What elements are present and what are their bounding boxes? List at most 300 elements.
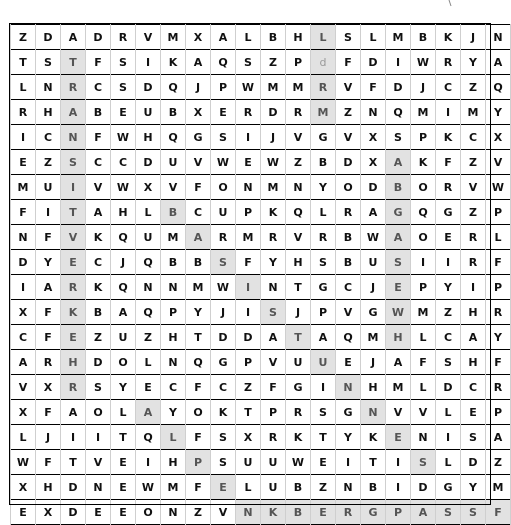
grid-cell[interactable]: X — [186, 100, 211, 125]
grid-cell[interactable]: G — [211, 350, 236, 375]
grid-cell[interactable]: E — [61, 325, 86, 350]
grid-cell[interactable]: E — [111, 100, 136, 125]
grid-cell[interactable]: J — [361, 275, 386, 300]
grid-cell[interactable]: P — [261, 400, 286, 425]
grid-cell[interactable]: Z — [11, 25, 36, 50]
grid-cell[interactable]: W — [261, 150, 286, 175]
grid-cell[interactable]: D — [236, 325, 261, 350]
grid-cell[interactable]: W — [211, 150, 236, 175]
grid-cell[interactable]: P — [186, 450, 211, 475]
grid-cell[interactable]: J — [186, 75, 211, 100]
grid-cell[interactable]: Z — [136, 325, 161, 350]
grid-cell[interactable]: H — [111, 200, 136, 225]
grid-cell[interactable]: F — [36, 400, 61, 425]
grid-cell[interactable]: F — [361, 75, 386, 100]
grid-cell[interactable]: M — [361, 325, 386, 350]
grid-cell[interactable]: X — [186, 25, 211, 50]
grid-cell[interactable]: O — [111, 350, 136, 375]
grid-cell[interactable]: F — [36, 325, 61, 350]
grid-cell[interactable]: R — [261, 425, 286, 450]
grid-cell[interactable]: F — [36, 450, 61, 475]
grid-cell[interactable]: I — [236, 300, 261, 325]
grid-cell[interactable]: X — [11, 475, 36, 500]
grid-cell[interactable]: M — [161, 25, 186, 50]
grid-cell[interactable]: R — [336, 500, 361, 525]
grid-cell[interactable]: T — [361, 450, 386, 475]
grid-cell[interactable]: P — [411, 275, 436, 300]
grid-cell[interactable]: G — [286, 375, 311, 400]
grid-cell[interactable]: L — [311, 200, 336, 225]
grid-cell[interactable]: P — [311, 300, 336, 325]
grid-cell[interactable]: M — [311, 100, 336, 125]
grid-cell[interactable]: Q — [186, 350, 211, 375]
grid-cell[interactable]: J — [411, 75, 436, 100]
grid-cell[interactable]: B — [336, 225, 361, 250]
grid-cell[interactable]: R — [61, 75, 86, 100]
grid-cell[interactable]: I — [236, 275, 261, 300]
grid-cell[interactable]: R — [311, 75, 336, 100]
grid-cell[interactable]: B — [411, 25, 436, 50]
grid-cell[interactable]: Q — [286, 200, 311, 225]
grid-cell[interactable]: U — [161, 150, 186, 175]
grid-cell[interactable]: R — [286, 100, 311, 125]
grid-cell[interactable]: I — [61, 425, 86, 450]
grid-cell[interactable]: E — [336, 350, 361, 375]
grid-cell[interactable]: A — [186, 50, 211, 75]
grid-cell[interactable]: W — [286, 450, 311, 475]
grid-cell[interactable]: B — [386, 175, 411, 200]
grid-cell[interactable]: I — [136, 450, 161, 475]
grid-cell[interactable]: S — [311, 250, 336, 275]
grid-cell[interactable]: R — [336, 200, 361, 225]
grid-cell[interactable]: T — [286, 325, 311, 350]
grid-cell[interactable]: N — [136, 275, 161, 300]
grid-cell[interactable]: E — [11, 500, 36, 525]
grid-cell[interactable]: C — [436, 325, 461, 350]
grid-cell[interactable]: N — [361, 100, 386, 125]
grid-cell[interactable]: Z — [461, 200, 486, 225]
grid-cell[interactable]: C — [211, 375, 236, 400]
grid-cell[interactable]: D — [461, 450, 486, 475]
grid-cell[interactable]: Q — [111, 275, 136, 300]
grid-cell[interactable]: R — [61, 375, 86, 400]
grid-cell[interactable]: M — [236, 225, 261, 250]
grid-cell[interactable]: A — [411, 500, 436, 525]
grid-cell[interactable]: R — [236, 100, 261, 125]
grid-cell[interactable]: Q — [486, 75, 511, 100]
grid-cell[interactable]: W — [361, 225, 386, 250]
grid-cell[interactable]: V — [336, 125, 361, 150]
grid-cell[interactable]: B — [286, 475, 311, 500]
grid-cell[interactable]: M — [411, 100, 436, 125]
grid-cell[interactable]: M — [411, 300, 436, 325]
grid-cell[interactable]: Q — [386, 100, 411, 125]
grid-cell[interactable]: Y — [261, 250, 286, 275]
grid-cell[interactable]: Q — [136, 425, 161, 450]
grid-cell[interactable]: A — [361, 200, 386, 225]
grid-cell[interactable]: F — [486, 500, 511, 525]
grid-cell[interactable]: O — [186, 400, 211, 425]
grid-cell[interactable]: H — [461, 350, 486, 375]
grid-cell[interactable]: O — [336, 175, 361, 200]
grid-cell[interactable]: S — [211, 425, 236, 450]
grid-cell[interactable]: U — [311, 350, 336, 375]
grid-cell[interactable]: W — [386, 300, 411, 325]
grid-cell[interactable]: D — [36, 25, 61, 50]
grid-cell[interactable]: V — [86, 175, 111, 200]
grid-cell[interactable]: I — [86, 425, 111, 450]
grid-cell[interactable]: E — [111, 475, 136, 500]
grid-cell[interactable]: A — [61, 100, 86, 125]
grid-cell[interactable]: N — [161, 275, 186, 300]
grid-cell[interactable]: Z — [186, 500, 211, 525]
grid-cell[interactable]: U — [36, 175, 61, 200]
grid-cell[interactable]: U — [211, 200, 236, 225]
grid-cell[interactable]: J — [361, 350, 386, 375]
grid-cell[interactable]: L — [236, 475, 261, 500]
grid-cell[interactable]: K — [211, 400, 236, 425]
grid-cell[interactable]: T — [11, 50, 36, 75]
grid-cell[interactable]: H — [136, 125, 161, 150]
grid-cell[interactable]: D — [61, 500, 86, 525]
grid-cell[interactable]: E — [436, 225, 461, 250]
grid-cell[interactable]: V — [286, 125, 311, 150]
grid-cell[interactable]: D — [136, 75, 161, 100]
grid-cell[interactable]: M — [286, 75, 311, 100]
grid-cell[interactable]: L — [486, 225, 511, 250]
grid-cell[interactable]: V — [11, 375, 36, 400]
grid-cell[interactable]: E — [386, 275, 411, 300]
grid-cell[interactable]: I — [61, 175, 86, 200]
grid-cell[interactable]: G — [386, 200, 411, 225]
grid-cell[interactable]: P — [161, 300, 186, 325]
grid-cell[interactable]: S — [36, 50, 61, 75]
grid-cell[interactable]: N — [361, 400, 386, 425]
grid-cell[interactable]: E — [61, 250, 86, 275]
grid-cell[interactable]: N — [336, 475, 361, 500]
grid-cell[interactable]: Z — [461, 75, 486, 100]
grid-cell[interactable]: D — [436, 375, 461, 400]
grid-cell[interactable]: B — [336, 250, 361, 275]
grid-cell[interactable]: U — [136, 225, 161, 250]
grid-cell[interactable]: W — [136, 475, 161, 500]
grid-cell[interactable]: P — [386, 500, 411, 525]
grid-cell[interactable]: V — [261, 350, 286, 375]
grid-cell[interactable]: S — [211, 250, 236, 275]
grid-cell[interactable]: U — [236, 450, 261, 475]
grid-cell[interactable]: Q — [136, 300, 161, 325]
grid-cell[interactable]: T — [236, 400, 261, 425]
grid-cell[interactable]: O — [211, 175, 236, 200]
grid-cell[interactable]: I — [386, 450, 411, 475]
grid-cell[interactable]: G — [436, 200, 461, 225]
grid-cell[interactable]: E — [111, 450, 136, 475]
grid-cell[interactable]: O — [411, 225, 436, 250]
grid-cell[interactable]: B — [161, 250, 186, 275]
grid-cell[interactable]: N — [286, 175, 311, 200]
grid-cell[interactable]: D — [336, 150, 361, 175]
grid-cell[interactable]: I — [461, 275, 486, 300]
grid-cell[interactable]: F — [186, 475, 211, 500]
grid-cell[interactable]: T — [61, 450, 86, 475]
grid-cell[interactable]: M — [161, 225, 186, 250]
grid-cell[interactable]: B — [161, 200, 186, 225]
grid-cell[interactable]: E — [136, 375, 161, 400]
grid-cell[interactable]: T — [311, 425, 336, 450]
grid-cell[interactable]: D — [86, 25, 111, 50]
grid-cell[interactable]: F — [486, 250, 511, 275]
grid-cell[interactable]: G — [436, 475, 461, 500]
grid-cell[interactable]: Y — [111, 375, 136, 400]
grid-cell[interactable]: Q — [336, 325, 361, 350]
grid-cell[interactable]: B — [86, 300, 111, 325]
grid-cell[interactable]: A — [186, 225, 211, 250]
grid-cell[interactable]: N — [486, 25, 511, 50]
grid-cell[interactable]: H — [61, 350, 86, 375]
grid-cell[interactable]: J — [261, 125, 286, 150]
grid-cell[interactable]: I — [386, 50, 411, 75]
grid-cell[interactable]: N — [11, 225, 36, 250]
grid-cell[interactable]: K — [411, 150, 436, 175]
grid-cell[interactable]: K — [261, 200, 286, 225]
grid-cell[interactable]: S — [411, 450, 436, 475]
grid-cell[interactable]: Y — [336, 425, 361, 450]
grid-cell[interactable]: V — [486, 150, 511, 175]
grid-cell[interactable]: N — [411, 425, 436, 450]
grid-cell[interactable]: C — [86, 75, 111, 100]
grid-cell[interactable]: C — [36, 125, 61, 150]
grid-cell[interactable]: S — [336, 25, 361, 50]
grid-cell[interactable]: T — [286, 275, 311, 300]
grid-cell[interactable]: P — [236, 200, 261, 225]
grid-cell[interactable]: X — [236, 425, 261, 450]
grid-cell[interactable]: F — [436, 150, 461, 175]
grid-cell[interactable]: Y — [486, 100, 511, 125]
grid-cell[interactable]: E — [236, 150, 261, 175]
grid-cell[interactable]: P — [411, 125, 436, 150]
grid-cell[interactable]: L — [11, 425, 36, 450]
grid-cell[interactable]: N — [336, 375, 361, 400]
grid-cell[interactable]: X — [11, 300, 36, 325]
grid-cell[interactable]: I — [336, 450, 361, 475]
grid-cell[interactable]: J — [461, 25, 486, 50]
grid-cell[interactable]: M — [186, 275, 211, 300]
grid-cell[interactable]: S — [86, 375, 111, 400]
grid-cell[interactable]: X — [361, 150, 386, 175]
grid-cell[interactable]: S — [311, 400, 336, 425]
grid-cell[interactable]: C — [11, 325, 36, 350]
grid-cell[interactable]: C — [86, 250, 111, 275]
grid-cell[interactable]: G — [336, 400, 361, 425]
grid-cell[interactable]: N — [261, 275, 286, 300]
grid-cell[interactable]: A — [461, 325, 486, 350]
grid-cell[interactable]: V — [161, 175, 186, 200]
grid-cell[interactable]: M — [486, 475, 511, 500]
grid-cell[interactable]: G — [311, 125, 336, 150]
grid-cell[interactable]: I — [436, 425, 461, 450]
grid-cell[interactable]: E — [111, 500, 136, 525]
grid-cell[interactable]: O — [136, 500, 161, 525]
grid-cell[interactable]: R — [486, 375, 511, 400]
grid-cell[interactable]: W — [486, 175, 511, 200]
grid-cell[interactable]: K — [161, 50, 186, 75]
grid-cell[interactable]: V — [211, 500, 236, 525]
grid-cell[interactable]: F — [261, 375, 286, 400]
grid-cell[interactable]: D — [361, 50, 386, 75]
grid-cell[interactable]: D — [361, 175, 386, 200]
grid-cell[interactable]: M — [261, 75, 286, 100]
grid-cell[interactable]: U — [286, 350, 311, 375]
grid-cell[interactable]: P — [286, 50, 311, 75]
grid-cell[interactable]: P — [486, 400, 511, 425]
grid-cell[interactable]: Z — [261, 50, 286, 75]
grid-cell[interactable]: D — [86, 350, 111, 375]
grid-cell[interactable]: I — [386, 475, 411, 500]
grid-cell[interactable]: B — [286, 500, 311, 525]
grid-cell[interactable]: C — [161, 375, 186, 400]
grid-cell[interactable]: B — [261, 25, 286, 50]
grid-cell[interactable]: M — [261, 175, 286, 200]
grid-cell[interactable]: Z — [311, 475, 336, 500]
grid-cell[interactable]: S — [211, 125, 236, 150]
grid-cell[interactable]: R — [61, 275, 86, 300]
grid-cell[interactable]: L — [411, 325, 436, 350]
grid-cell[interactable]: H — [161, 325, 186, 350]
grid-cell[interactable]: E — [86, 500, 111, 525]
grid-cell[interactable]: H — [161, 450, 186, 475]
grid-cell[interactable]: d — [311, 50, 336, 75]
grid-cell[interactable]: A — [311, 325, 336, 350]
grid-cell[interactable]: A — [11, 350, 36, 375]
grid-cell[interactable]: I — [436, 250, 461, 275]
grid-cell[interactable]: H — [386, 325, 411, 350]
grid-cell[interactable]: Q — [136, 250, 161, 275]
grid-cell[interactable]: Y — [486, 325, 511, 350]
grid-cell[interactable]: O — [86, 400, 111, 425]
grid-cell[interactable]: L — [136, 350, 161, 375]
grid-cell[interactable]: K — [61, 300, 86, 325]
grid-cell[interactable]: R — [436, 175, 461, 200]
grid-cell[interactable]: V — [386, 400, 411, 425]
grid-cell[interactable]: A — [211, 25, 236, 50]
grid-cell[interactable]: L — [436, 450, 461, 475]
grid-cell[interactable]: D — [411, 475, 436, 500]
grid-cell[interactable]: F — [411, 350, 436, 375]
grid-cell[interactable]: E — [311, 500, 336, 525]
grid-cell[interactable]: E — [386, 425, 411, 450]
grid-cell[interactable]: V — [61, 225, 86, 250]
grid-cell[interactable]: S — [111, 50, 136, 75]
grid-cell[interactable]: J — [36, 425, 61, 450]
grid-cell[interactable]: Z — [86, 325, 111, 350]
grid-cell[interactable]: U — [136, 100, 161, 125]
grid-cell[interactable]: S — [236, 50, 261, 75]
grid-cell[interactable]: S — [61, 150, 86, 175]
grid-cell[interactable]: K — [86, 275, 111, 300]
grid-cell[interactable]: I — [311, 375, 336, 400]
grid-cell[interactable]: W — [111, 125, 136, 150]
grid-cell[interactable]: R — [286, 400, 311, 425]
grid-cell[interactable]: C — [461, 375, 486, 400]
grid-cell[interactable]: K — [261, 500, 286, 525]
grid-cell[interactable]: V — [186, 150, 211, 175]
grid-cell[interactable]: R — [211, 225, 236, 250]
grid-cell[interactable]: T — [111, 425, 136, 450]
grid-cell[interactable]: R — [436, 50, 461, 75]
grid-cell[interactable]: M — [461, 100, 486, 125]
grid-cell[interactable]: A — [486, 425, 511, 450]
grid-cell[interactable]: S — [111, 75, 136, 100]
grid-cell[interactable]: H — [36, 100, 61, 125]
grid-cell[interactable]: T — [186, 325, 211, 350]
grid-cell[interactable]: A — [386, 225, 411, 250]
grid-cell[interactable]: E — [11, 150, 36, 175]
grid-cell[interactable]: V — [336, 75, 361, 100]
grid-cell[interactable]: R — [111, 25, 136, 50]
grid-cell[interactable]: D — [61, 475, 86, 500]
grid-cell[interactable]: K — [286, 425, 311, 450]
grid-cell[interactable]: Z — [236, 375, 261, 400]
grid-cell[interactable]: Q — [411, 200, 436, 225]
grid-cell[interactable]: F — [11, 200, 36, 225]
grid-cell[interactable]: S — [211, 450, 236, 475]
grid-cell[interactable]: X — [11, 400, 36, 425]
grid-cell[interactable]: Z — [486, 450, 511, 475]
grid-cell[interactable]: W — [11, 450, 36, 475]
grid-cell[interactable]: A — [386, 150, 411, 175]
grid-cell[interactable]: T — [61, 50, 86, 75]
grid-cell[interactable]: Y — [186, 300, 211, 325]
grid-cell[interactable]: L — [111, 400, 136, 425]
grid-cell[interactable]: C — [436, 75, 461, 100]
grid-cell[interactable]: P — [236, 350, 261, 375]
grid-cell[interactable]: A — [136, 400, 161, 425]
grid-cell[interactable]: S — [461, 500, 486, 525]
grid-cell[interactable]: L — [11, 75, 36, 100]
grid-cell[interactable]: F — [36, 300, 61, 325]
grid-cell[interactable]: R — [311, 225, 336, 250]
grid-cell[interactable]: J — [286, 300, 311, 325]
grid-cell[interactable]: S — [386, 125, 411, 150]
grid-cell[interactable]: S — [436, 350, 461, 375]
grid-cell[interactable]: B — [361, 475, 386, 500]
grid-cell[interactable]: V — [86, 450, 111, 475]
grid-cell[interactable]: H — [361, 375, 386, 400]
grid-cell[interactable]: C — [86, 150, 111, 175]
grid-cell[interactable]: N — [236, 175, 261, 200]
grid-cell[interactable]: A — [261, 325, 286, 350]
grid-cell[interactable]: A — [86, 200, 111, 225]
grid-cell[interactable]: F — [186, 425, 211, 450]
grid-cell[interactable]: B — [161, 100, 186, 125]
grid-cell[interactable]: U — [261, 475, 286, 500]
grid-cell[interactable]: X — [36, 375, 61, 400]
grid-cell[interactable]: V — [286, 225, 311, 250]
grid-cell[interactable]: M — [386, 375, 411, 400]
grid-cell[interactable]: H — [286, 250, 311, 275]
grid-cell[interactable]: Z — [461, 150, 486, 175]
grid-cell[interactable]: N — [86, 475, 111, 500]
grid-cell[interactable]: H — [461, 300, 486, 325]
grid-cell[interactable]: R — [486, 300, 511, 325]
grid-cell[interactable]: O — [411, 175, 436, 200]
grid-cell[interactable]: W — [211, 275, 236, 300]
grid-cell[interactable]: F — [186, 375, 211, 400]
grid-cell[interactable]: F — [236, 250, 261, 275]
grid-cell[interactable]: C — [336, 275, 361, 300]
grid-cell[interactable]: Q — [161, 75, 186, 100]
grid-cell[interactable]: B — [186, 250, 211, 275]
